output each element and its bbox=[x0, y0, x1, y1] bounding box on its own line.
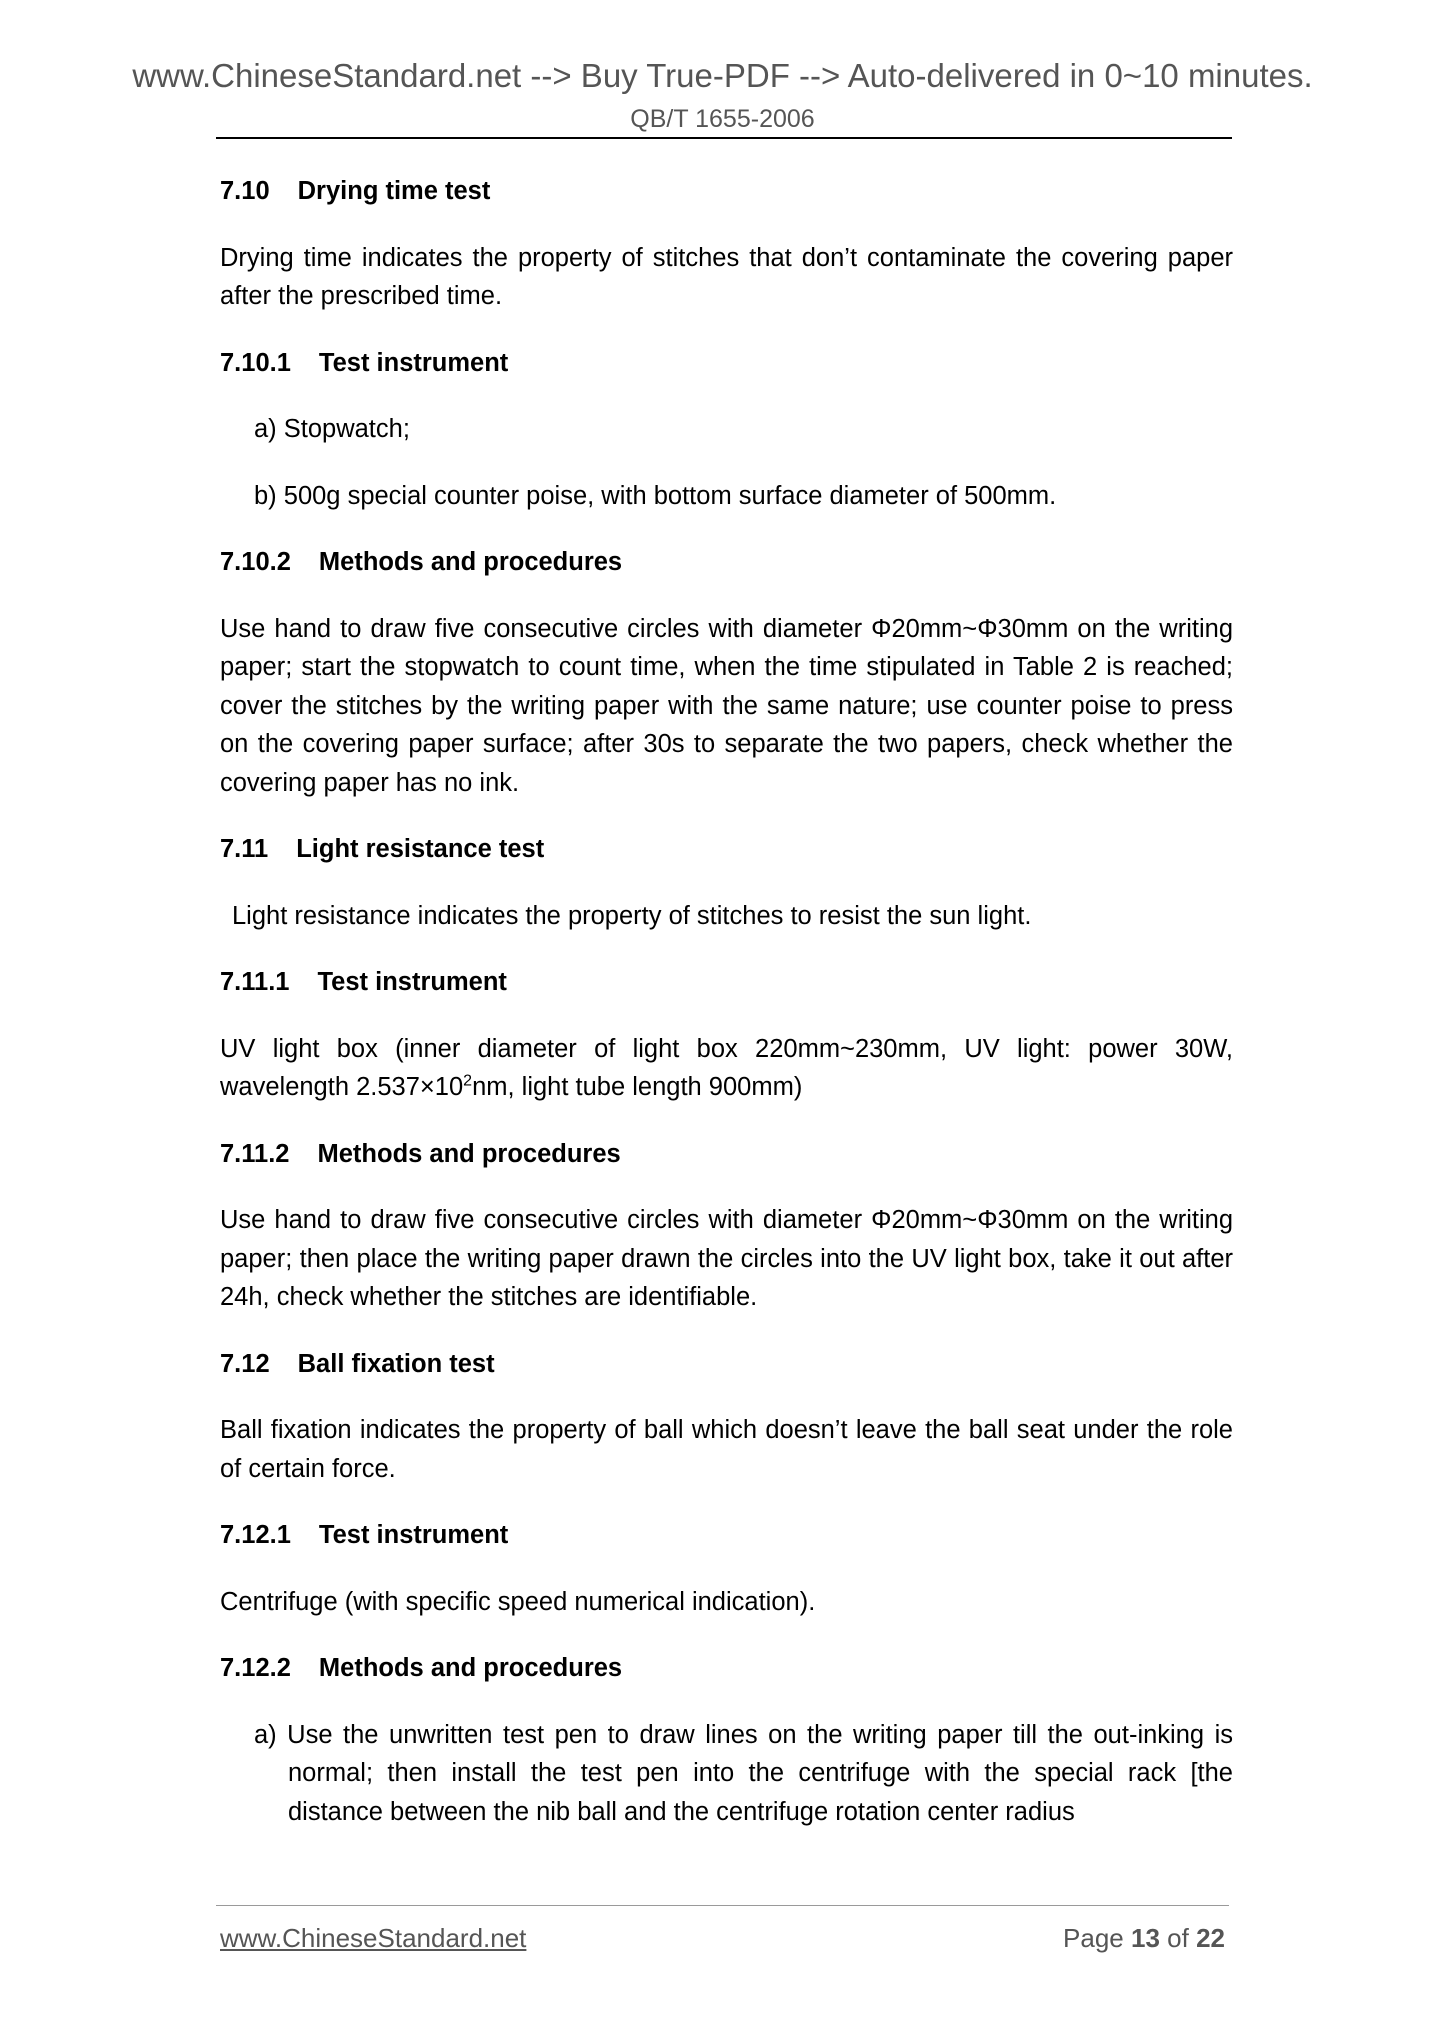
section-heading-7-11-2 bbox=[220, 1135, 1233, 1174]
section-number: 7.10.2 bbox=[220, 548, 291, 576]
section-heading-7-10 bbox=[220, 172, 1233, 211]
section-heading-7-12-1 bbox=[220, 1516, 1233, 1555]
paragraph-light-method: Use hand to draw five consecutive circles with diameter Φ20mm~Φ30mm on the writing paper; then place the writing paper drawn the circles into the UV light box, take it out after 24h, check whether the stitches are identifiable. bbox=[220, 1206, 1233, 1311]
page-of: of bbox=[1167, 1923, 1189, 1953]
section-title: Light resistance test bbox=[296, 835, 545, 863]
list-item-stopwatch: a) Stopwatch; bbox=[254, 415, 410, 443]
page-current: 13 bbox=[1131, 1923, 1160, 1953]
paragraph-light-resistance-intro: Light resistance indicates the property of stitches to resist the sun light. bbox=[232, 901, 1032, 930]
section-number: 7.10 bbox=[220, 177, 270, 205]
section-heading-7-12 bbox=[220, 1345, 1233, 1384]
section-title: Test instrument bbox=[318, 348, 509, 377]
section-heading-7-12-2 bbox=[220, 1649, 1233, 1688]
paragraph-centrifuge: Centrifuge (with specific speed numerical indication). bbox=[220, 1587, 816, 1616]
section-heading-7-11-1 bbox=[220, 963, 1233, 1002]
footer-site-link[interactable]: www.ChineseStandard.net bbox=[220, 1923, 527, 1953]
section-number: 7.11 bbox=[220, 835, 269, 863]
list-item-counter-poise: b) 500g special counter poise, with bottom surface diameter of 500mm. bbox=[254, 481, 1057, 510]
paragraph-drying-method: Use hand to draw five consecutive circles with diameter Φ20mm~Φ30mm on the writing paper; start the stopwatch to count time, when the time stipulated in Table 2 is reached; cover the stitches by the writing paper with the same nature; use counter poise to press on the covering paper surface; after 30s to separate the two papers, check whether the covering paper has no ink. bbox=[220, 614, 1233, 797]
section-number: 7.11.2 bbox=[220, 1139, 290, 1168]
section-title: Methods and procedures bbox=[318, 1654, 623, 1682]
section-number: 7.12 bbox=[220, 1349, 270, 1378]
section-number: 7.12.2 bbox=[220, 1654, 291, 1682]
uv-exponent: 2 bbox=[463, 1072, 473, 1090]
section-heading-7-10-2 bbox=[220, 543, 1233, 582]
uv-text-post: nm, light tube length 900mm) bbox=[472, 1073, 803, 1101]
page-indicator bbox=[1063, 1922, 1225, 1954]
paragraph-drying-time-intro: Drying time indicates the property of stitches that don’t contaminate the covering paper after the prescribed time. bbox=[220, 243, 1233, 310]
standard-number: QB/T 1655-2006 bbox=[630, 105, 815, 133]
uv-text-pre: UV light box (inner diameter of light box 220mm~230mm, UV light: power 30W, wavelength 2.537×10 bbox=[220, 1034, 1233, 1101]
header-divider bbox=[216, 137, 1232, 139]
section-heading-7-10-1 bbox=[220, 344, 1233, 383]
section-title: Test instrument bbox=[317, 968, 507, 996]
section-title: Drying time test bbox=[297, 177, 491, 205]
footer-divider bbox=[216, 1905, 1229, 1906]
section-heading-7-11 bbox=[220, 830, 1233, 869]
section-title: Test instrument bbox=[318, 1521, 509, 1549]
paragraph-uv-light-box bbox=[220, 1030, 1233, 1107]
section-number: 7.10.1 bbox=[220, 348, 291, 377]
section-number: 7.11.1 bbox=[220, 968, 290, 996]
section-title: Ball fixation test bbox=[297, 1349, 495, 1378]
page-total: 22 bbox=[1196, 1923, 1225, 1953]
page-word: Page bbox=[1063, 1923, 1124, 1953]
header-banner: www.ChineseStandard.net --> Buy True-PDF --> Auto-delivered in 0~10 minutes. bbox=[132, 57, 1313, 94]
section-number: 7.12.1 bbox=[220, 1521, 291, 1549]
document-body bbox=[220, 172, 1233, 1859]
section-title: Methods and procedures bbox=[318, 548, 623, 576]
paragraph-ball-fixation-intro: Ball fixation indicates the property of ball which doesn’t leave the ball seat under the role of certain force. bbox=[220, 1416, 1233, 1483]
section-title: Methods and procedures bbox=[317, 1139, 621, 1168]
list-item-unwritten-test-pen: a) Use the unwritten test pen to draw lines on the writing paper till the out-inking is normal; then install the test pen into the centrifuge with the special rack [the distance between the nib ball and the centrifuge rotation center radius bbox=[254, 1720, 1233, 1826]
